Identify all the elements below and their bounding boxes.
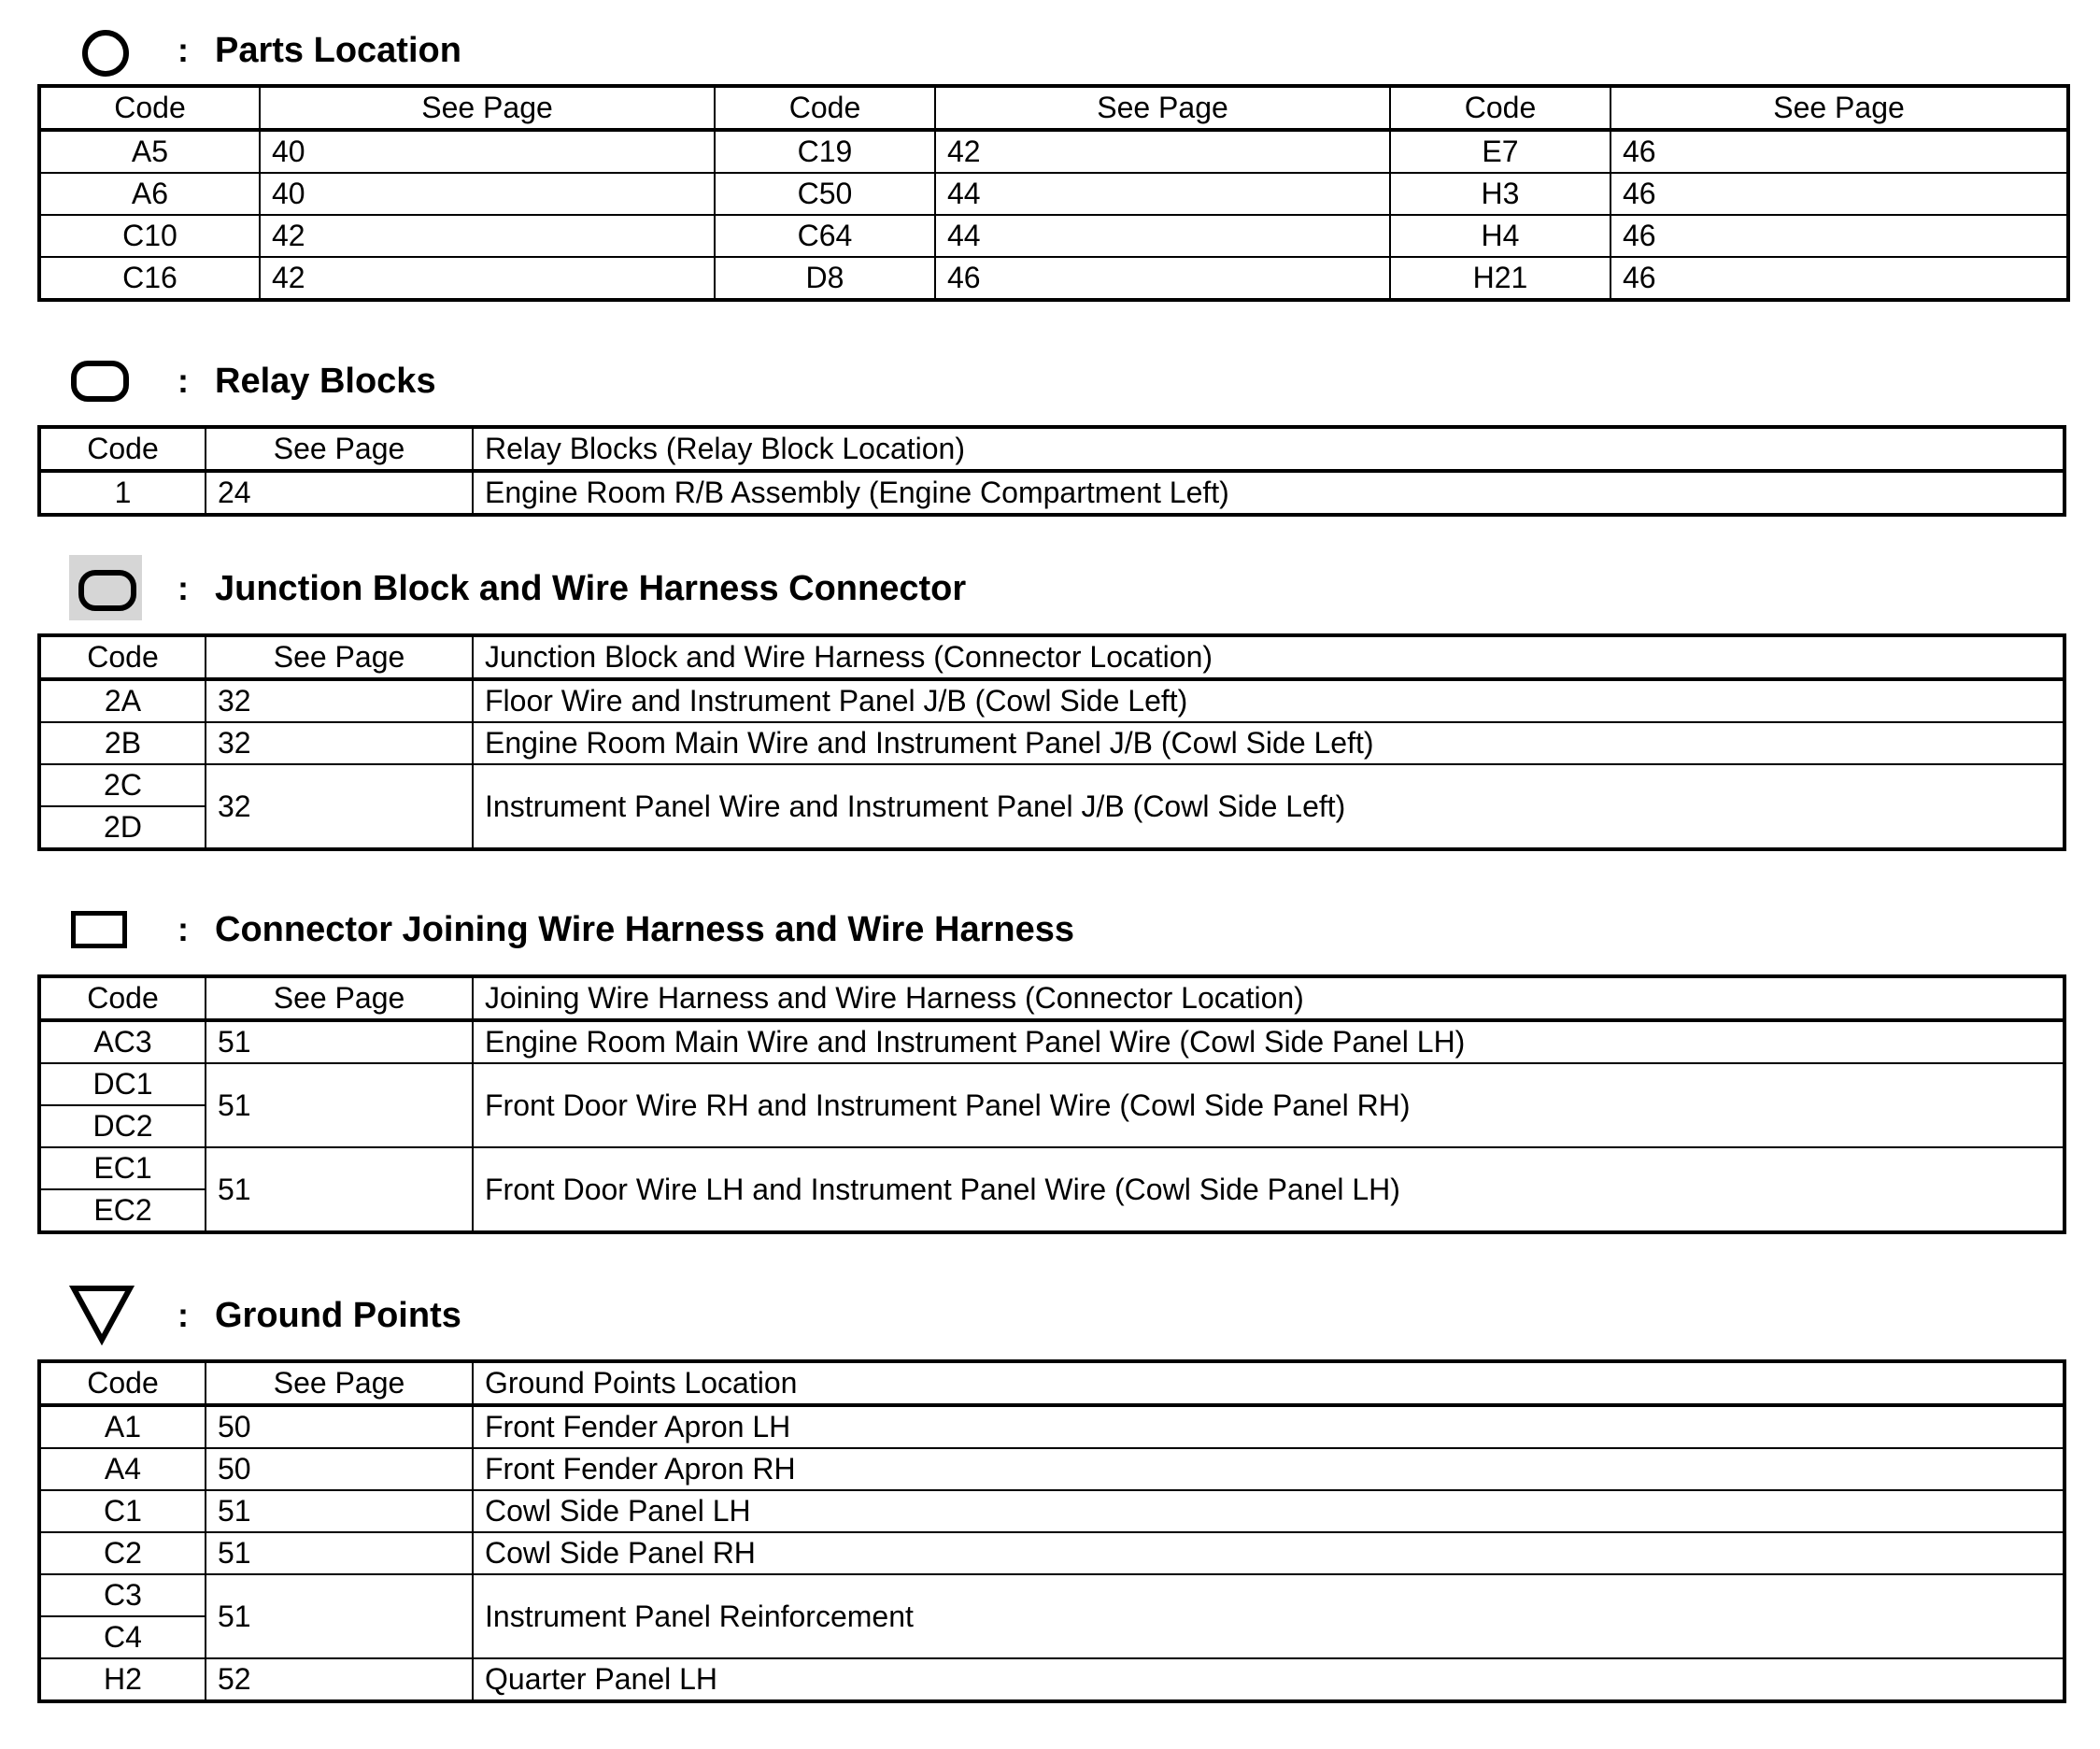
see-page-cell: 32 bbox=[206, 764, 473, 849]
description-cell: Front Fender Apron RH bbox=[473, 1448, 2065, 1490]
see-page-cell: 46 bbox=[1610, 257, 2068, 300]
table-header-row bbox=[39, 976, 2065, 1020]
code-cell: 1 bbox=[39, 471, 206, 515]
code-cell: D8 bbox=[715, 257, 935, 300]
code-cell: C4 bbox=[39, 1616, 206, 1658]
column-header-code: Code bbox=[39, 427, 206, 471]
column-header-code: Code bbox=[715, 86, 935, 130]
heading-colon: : bbox=[177, 362, 189, 400]
code-cell: A5 bbox=[39, 130, 260, 173]
junction-block-table bbox=[37, 633, 2066, 851]
relay-blocks-table bbox=[37, 425, 2066, 517]
description-cell: Front Door Wire RH and Instrument Panel Wire (Cowl Side Panel RH) bbox=[473, 1063, 2065, 1147]
column-header-description: Ground Points Location bbox=[473, 1361, 2065, 1405]
see-page-cell: 50 bbox=[206, 1448, 473, 1490]
table-row bbox=[39, 257, 2068, 300]
column-header-description: Junction Block and Wire Harness (Connector Location) bbox=[473, 635, 2065, 679]
description-cell: Front Fender Apron LH bbox=[473, 1405, 2065, 1448]
table-row bbox=[39, 1658, 2065, 1701]
description-cell: Instrument Panel Reinforcement bbox=[473, 1574, 2065, 1658]
table-row bbox=[39, 722, 2065, 764]
column-header-see-page: See Page bbox=[206, 635, 473, 679]
see-page-cell: 50 bbox=[206, 1405, 473, 1448]
parts-location-heading bbox=[65, 13, 461, 88]
table-row bbox=[39, 173, 2068, 215]
code-cell: A1 bbox=[39, 1405, 206, 1448]
code-cell: C1 bbox=[39, 1490, 206, 1532]
code-cell: A4 bbox=[39, 1448, 206, 1490]
see-page-cell: 40 bbox=[260, 173, 715, 215]
code-cell: DC2 bbox=[39, 1105, 206, 1147]
table-row bbox=[39, 1405, 2065, 1448]
connector-joining-table bbox=[37, 974, 2066, 1234]
description-cell: Quarter Panel LH bbox=[473, 1658, 2065, 1701]
connector-joining-heading bbox=[65, 892, 1074, 967]
table-row bbox=[39, 471, 2065, 515]
code-cell: C2 bbox=[39, 1532, 206, 1574]
see-page-cell: 32 bbox=[206, 722, 473, 764]
code-cell: A6 bbox=[39, 173, 260, 215]
code-cell: C16 bbox=[39, 257, 260, 300]
see-page-cell: 42 bbox=[260, 215, 715, 257]
see-page-cell: 42 bbox=[260, 257, 715, 300]
column-header-description: Relay Blocks (Relay Block Location) bbox=[473, 427, 2065, 471]
rectangle-icon bbox=[65, 892, 149, 967]
see-page-cell: 46 bbox=[935, 257, 1390, 300]
see-page-cell: 46 bbox=[1610, 215, 2068, 257]
column-header-code: Code bbox=[1390, 86, 1610, 130]
see-page-cell: 52 bbox=[206, 1658, 473, 1701]
see-page-cell: 40 bbox=[260, 130, 715, 173]
code-cell: E7 bbox=[1390, 130, 1610, 173]
code-cell: 2A bbox=[39, 679, 206, 722]
table-header-row bbox=[39, 1361, 2065, 1405]
heading-colon: : bbox=[177, 1296, 189, 1334]
see-page-cell: 51 bbox=[206, 1020, 473, 1063]
ground-points-heading bbox=[65, 1278, 461, 1353]
table-row bbox=[39, 1490, 2065, 1532]
column-header-see-page: See Page bbox=[260, 86, 715, 130]
description-cell: Cowl Side Panel LH bbox=[473, 1490, 2065, 1532]
table-row bbox=[39, 1063, 2065, 1105]
table-row bbox=[39, 130, 2068, 173]
code-cell: DC1 bbox=[39, 1063, 206, 1105]
column-header-code: Code bbox=[39, 635, 206, 679]
code-cell: C19 bbox=[715, 130, 935, 173]
code-cell: H3 bbox=[1390, 173, 1610, 215]
ground-points-table bbox=[37, 1359, 2066, 1703]
circle-icon bbox=[65, 13, 149, 88]
description-cell: Instrument Panel Wire and Instrument Panel J/B (Cowl Side Left) bbox=[473, 764, 2065, 849]
code-cell: C64 bbox=[715, 215, 935, 257]
column-header-code: Code bbox=[39, 86, 260, 130]
section-title: Relay Blocks bbox=[215, 361, 436, 401]
see-page-cell: 51 bbox=[206, 1574, 473, 1658]
code-cell: H2 bbox=[39, 1658, 206, 1701]
section-title: Ground Points bbox=[215, 1295, 461, 1335]
see-page-cell: 46 bbox=[1610, 173, 2068, 215]
code-cell: C3 bbox=[39, 1574, 206, 1616]
see-page-cell: 42 bbox=[935, 130, 1390, 173]
table-header-row bbox=[39, 635, 2065, 679]
see-page-cell: 51 bbox=[206, 1063, 473, 1147]
see-page-cell: 51 bbox=[206, 1532, 473, 1574]
description-cell: Engine Room Main Wire and Instrument Panel J/B (Cowl Side Left) bbox=[473, 722, 2065, 764]
rounded-rect-icon bbox=[65, 344, 149, 419]
code-cell: 2B bbox=[39, 722, 206, 764]
section-title: Connector Joining Wire Harness and Wire Harness bbox=[215, 909, 1074, 949]
section-title: Junction Block and Wire Harness Connector bbox=[215, 568, 967, 608]
table-row bbox=[39, 1020, 2065, 1063]
section-title: Parts Location bbox=[215, 30, 461, 70]
relay-blocks-heading bbox=[65, 344, 436, 419]
code-cell: EC1 bbox=[39, 1147, 206, 1189]
shaded-rounded-rect-icon bbox=[65, 551, 149, 626]
heading-colon: : bbox=[177, 910, 189, 948]
code-cell: C50 bbox=[715, 173, 935, 215]
see-page-cell: 51 bbox=[206, 1147, 473, 1232]
table-row bbox=[39, 1448, 2065, 1490]
column-header-description: Joining Wire Harness and Wire Harness (Connector Location) bbox=[473, 976, 2065, 1020]
table-row bbox=[39, 764, 2065, 806]
description-cell: Floor Wire and Instrument Panel J/B (Cowl Side Left) bbox=[473, 679, 2065, 722]
junction-block-heading bbox=[65, 551, 966, 626]
parts-location-table bbox=[37, 84, 2070, 302]
description-cell: Engine Room Main Wire and Instrument Panel Wire (Cowl Side Panel LH) bbox=[473, 1020, 2065, 1063]
column-header-see-page: See Page bbox=[935, 86, 1390, 130]
see-page-cell: 44 bbox=[935, 215, 1390, 257]
see-page-cell: 51 bbox=[206, 1490, 473, 1532]
table-header-row bbox=[39, 86, 2068, 130]
column-header-see-page: See Page bbox=[206, 1361, 473, 1405]
code-cell: 2C bbox=[39, 764, 206, 806]
see-page-cell: 46 bbox=[1610, 130, 2068, 173]
table-row bbox=[39, 215, 2068, 257]
table-header-row bbox=[39, 427, 2065, 471]
code-cell: EC2 bbox=[39, 1189, 206, 1232]
description-cell: Front Door Wire LH and Instrument Panel Wire (Cowl Side Panel LH) bbox=[473, 1147, 2065, 1232]
column-header-code: Code bbox=[39, 976, 206, 1020]
column-header-see-page: See Page bbox=[206, 976, 473, 1020]
code-cell: AC3 bbox=[39, 1020, 206, 1063]
code-cell: C10 bbox=[39, 215, 260, 257]
heading-colon: : bbox=[177, 31, 189, 69]
column-header-see-page: See Page bbox=[206, 427, 473, 471]
code-cell: H4 bbox=[1390, 215, 1610, 257]
see-page-cell: 24 bbox=[206, 471, 473, 515]
triangle-down-icon bbox=[65, 1278, 149, 1353]
see-page-cell: 32 bbox=[206, 679, 473, 722]
code-cell: 2D bbox=[39, 806, 206, 849]
heading-colon: : bbox=[177, 569, 189, 607]
table-row bbox=[39, 1574, 2065, 1616]
table-row bbox=[39, 1532, 2065, 1574]
code-cell: H21 bbox=[1390, 257, 1610, 300]
see-page-cell: 44 bbox=[935, 173, 1390, 215]
description-cell: Cowl Side Panel RH bbox=[473, 1532, 2065, 1574]
description-cell: Engine Room R/B Assembly (Engine Compartment Left) bbox=[473, 471, 2065, 515]
table-row bbox=[39, 1147, 2065, 1189]
column-header-code: Code bbox=[39, 1361, 206, 1405]
table-row bbox=[39, 679, 2065, 722]
column-header-see-page: See Page bbox=[1610, 86, 2068, 130]
